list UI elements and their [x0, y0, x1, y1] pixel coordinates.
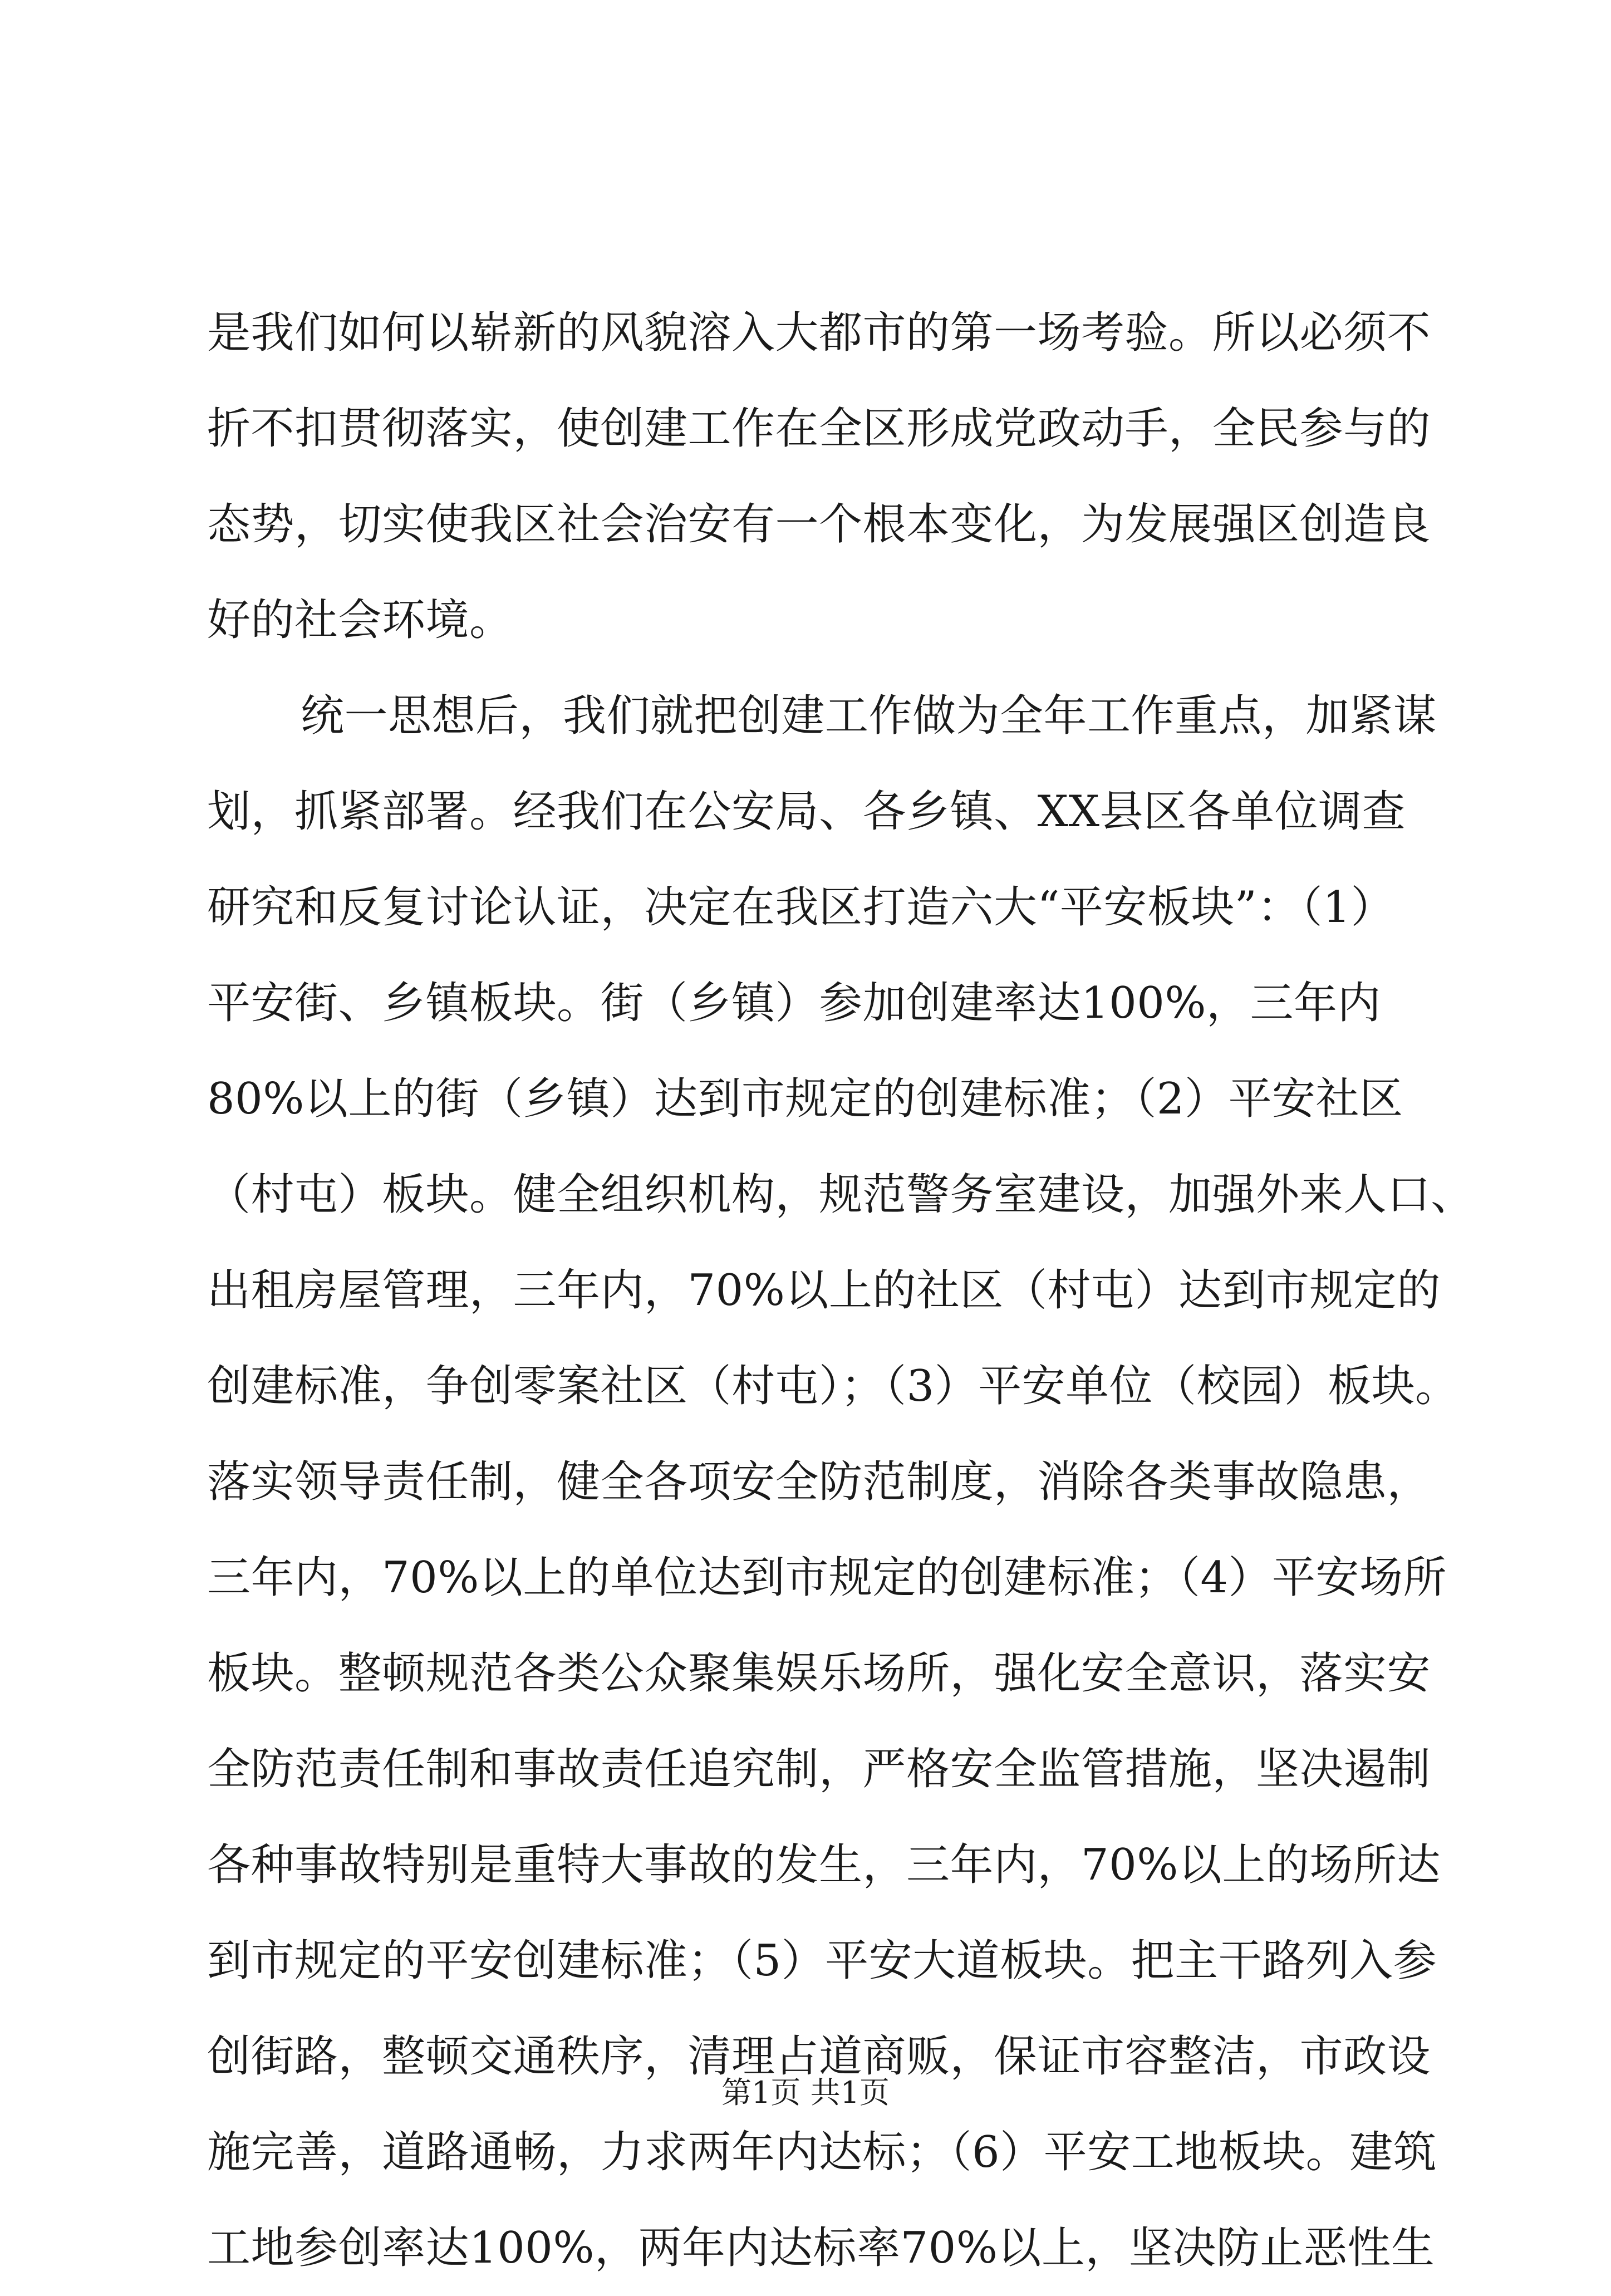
text-line: 三年内，70%以上的单位达到市规定的创建标准；（4）平安场所: [207, 1553, 1447, 1603]
text-line: 统一思想后，我们就把创建工作做为全年工作重点，加紧谋: [301, 691, 1437, 741]
text-line: （村屯）板块。健全组织机构，规范警务室建设，加强外来人口、: [207, 1170, 1475, 1220]
text-line: 平安街、乡镇板块。街（乡镇）参加创建率达100%，三年内: [207, 978, 1381, 1028]
text-line: 各种事故特别是重特大事故的发生，三年内，70%以上的场所达: [207, 1840, 1441, 1890]
text-line: 80%以上的街（乡镇）达到市规定的创建标准；（2）平安社区: [207, 1074, 1403, 1124]
text-line: 创建标准，争创零案社区（村屯）；（3）平安单位（校园）板块。: [207, 1361, 1459, 1411]
text-line: 工地参创率达100%，两年内达标率70%以上，坚决防止恶性生: [207, 2223, 1435, 2273]
text-line: 板块。整顿规范各类公众聚集娱乐场所，强化安全意识，落实安: [207, 1649, 1431, 1699]
text-line: 创街路，整顿交通秩序，清理占道商贩，保证市容整洁，市政设: [207, 2032, 1431, 2082]
page-footer: 第1页 共1页: [721, 2075, 890, 2110]
text-line: 划，抓紧部署。经我们在公安局、各乡镇、XX县区各单位调查: [207, 787, 1406, 837]
text-line: 研究和反复讨论认证，决定在我区打造六大“平安板块”：（1）: [207, 882, 1394, 933]
text-line: 折不扣贯彻落实，使创建工作在全区形成党政动手，全民参与的: [207, 404, 1431, 454]
text-line: 到市规定的平安创建标准；（5）平安大道板块。把主干路列入参: [207, 1936, 1437, 1986]
text-line: 是我们如何以崭新的风貌溶入大都市的第一场考验。所以必须不: [207, 308, 1431, 358]
text-line: 施完善，道路通畅，力求两年内达标；（6）平安工地板块。建筑: [207, 2127, 1437, 2177]
text-line: 全防范责任制和事故责任追究制，严格安全监管措施，坚决遏制: [207, 1744, 1431, 1794]
text-line: 好的社会环境。: [207, 595, 513, 645]
text-line: 落实领导责任制，健全各项安全防范制度，消除各类事故隐患，: [207, 1457, 1431, 1507]
body-text: [207, 285, 1475, 2296]
text-line: 出租房屋管理，三年内，70%以上的社区（村屯）达到市规定的: [207, 1265, 1441, 1316]
text-line: 态势，切实使我区社会治安有一个根本变化，为发展强区创造良: [207, 499, 1431, 550]
